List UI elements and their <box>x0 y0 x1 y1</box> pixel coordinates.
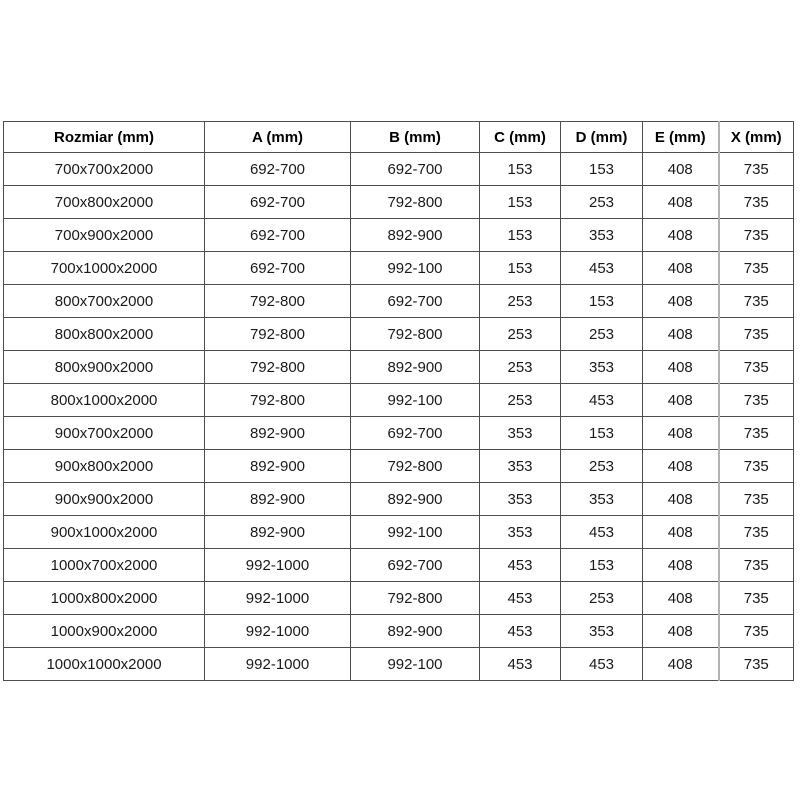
table-row <box>4 351 794 384</box>
table-cell: 253 <box>480 318 561 351</box>
table-cell: 992-1000 <box>205 615 351 648</box>
table-cell: 735 <box>719 549 794 582</box>
table-cell: 408 <box>643 318 719 351</box>
table-cell: 153 <box>561 549 643 582</box>
table-cell: 700x900x2000 <box>4 219 205 252</box>
table-cell: 1000x700x2000 <box>4 549 205 582</box>
table-cell: 1000x900x2000 <box>4 615 205 648</box>
table-cell: 800x800x2000 <box>4 318 205 351</box>
table-cell: 992-100 <box>351 252 480 285</box>
table-cell: 900x1000x2000 <box>4 516 205 549</box>
table-cell: 735 <box>719 318 794 351</box>
table-cell: 792-800 <box>351 582 480 615</box>
header-cell: B (mm) <box>351 122 480 153</box>
table-cell: 253 <box>480 384 561 417</box>
table-cell: 408 <box>643 186 719 219</box>
table-cell: 735 <box>719 219 794 252</box>
table-cell: 153 <box>480 252 561 285</box>
table-cell: 453 <box>561 384 643 417</box>
table-cell: 692-700 <box>351 285 480 318</box>
table-cell: 408 <box>643 252 719 285</box>
table-cell: 692-700 <box>205 153 351 186</box>
table-cell: 353 <box>561 351 643 384</box>
table-row <box>4 219 794 252</box>
table-cell: 153 <box>480 186 561 219</box>
table-cell: 900x700x2000 <box>4 417 205 450</box>
table-cell: 408 <box>643 483 719 516</box>
table-cell: 735 <box>719 450 794 483</box>
table-cell: 735 <box>719 582 794 615</box>
table-cell: 453 <box>561 648 643 681</box>
header-cell: X (mm) <box>719 122 794 153</box>
table-row <box>4 384 794 417</box>
table-cell: 800x1000x2000 <box>4 384 205 417</box>
table-cell: 735 <box>719 516 794 549</box>
table-cell: 735 <box>719 285 794 318</box>
size-table <box>3 121 794 681</box>
table-cell: 408 <box>643 219 719 252</box>
table-cell: 353 <box>561 483 643 516</box>
header-cell: C (mm) <box>480 122 561 153</box>
table-cell: 735 <box>719 384 794 417</box>
table-cell: 408 <box>643 549 719 582</box>
table-cell: 992-100 <box>351 648 480 681</box>
table-cell: 692-700 <box>351 417 480 450</box>
table-cell: 453 <box>480 582 561 615</box>
table-cell: 153 <box>480 219 561 252</box>
table-row <box>4 252 794 285</box>
table-cell: 1000x800x2000 <box>4 582 205 615</box>
table-cell: 453 <box>480 549 561 582</box>
table-cell: 408 <box>643 582 719 615</box>
table-row <box>4 285 794 318</box>
table-cell: 253 <box>561 318 643 351</box>
table-cell: 892-900 <box>205 483 351 516</box>
table-cell: 692-700 <box>351 549 480 582</box>
table-row <box>4 318 794 351</box>
table-cell: 253 <box>561 186 643 219</box>
table-row <box>4 549 794 582</box>
table-cell: 992-1000 <box>205 549 351 582</box>
table-cell: 792-800 <box>205 384 351 417</box>
table-row <box>4 516 794 549</box>
table-cell: 700x1000x2000 <box>4 252 205 285</box>
table-body <box>4 153 794 681</box>
table-cell: 353 <box>480 450 561 483</box>
table-cell: 453 <box>561 252 643 285</box>
table-cell: 408 <box>643 615 719 648</box>
table-cell: 992-1000 <box>205 648 351 681</box>
table-cell: 735 <box>719 417 794 450</box>
table-cell: 700x800x2000 <box>4 186 205 219</box>
table-cell: 408 <box>643 285 719 318</box>
table-row <box>4 615 794 648</box>
table-cell: 453 <box>480 615 561 648</box>
table-cell: 792-800 <box>351 450 480 483</box>
table-cell: 735 <box>719 351 794 384</box>
table-cell: 253 <box>561 582 643 615</box>
table-cell: 453 <box>561 516 643 549</box>
table-cell: 353 <box>480 516 561 549</box>
table-cell: 892-900 <box>351 219 480 252</box>
header-cell: D (mm) <box>561 122 643 153</box>
table-cell: 892-900 <box>205 450 351 483</box>
table-cell: 735 <box>719 615 794 648</box>
table-cell: 353 <box>480 483 561 516</box>
table-row <box>4 450 794 483</box>
table-cell: 900x900x2000 <box>4 483 205 516</box>
table-cell: 735 <box>719 252 794 285</box>
table-row <box>4 582 794 615</box>
table-cell: 800x900x2000 <box>4 351 205 384</box>
table-cell: 735 <box>719 483 794 516</box>
table-cell: 253 <box>561 450 643 483</box>
table-cell: 453 <box>480 648 561 681</box>
table-cell: 153 <box>561 153 643 186</box>
table-cell: 892-900 <box>205 516 351 549</box>
table-cell: 992-100 <box>351 516 480 549</box>
table-cell: 792-800 <box>205 351 351 384</box>
table-cell: 692-700 <box>205 252 351 285</box>
table-cell: 700x700x2000 <box>4 153 205 186</box>
table-cell: 692-700 <box>205 186 351 219</box>
table-cell: 353 <box>561 219 643 252</box>
table-cell: 892-900 <box>351 483 480 516</box>
table-cell: 692-700 <box>351 153 480 186</box>
header-cell: E (mm) <box>643 122 719 153</box>
table-cell: 792-800 <box>351 318 480 351</box>
table-cell: 800x700x2000 <box>4 285 205 318</box>
table-cell: 408 <box>643 153 719 186</box>
table-cell: 353 <box>480 417 561 450</box>
table-row <box>4 648 794 681</box>
table-cell: 900x800x2000 <box>4 450 205 483</box>
table-cell: 153 <box>561 417 643 450</box>
table-cell: 408 <box>643 516 719 549</box>
table-cell: 735 <box>719 186 794 219</box>
table-cell: 892-900 <box>351 351 480 384</box>
table-cell: 153 <box>480 153 561 186</box>
table-cell: 792-800 <box>205 318 351 351</box>
table-cell: 692-700 <box>205 219 351 252</box>
table-cell: 992-100 <box>351 384 480 417</box>
table-cell: 408 <box>643 450 719 483</box>
table-cell: 253 <box>480 351 561 384</box>
table-cell: 1000x1000x2000 <box>4 648 205 681</box>
table-cell: 353 <box>561 615 643 648</box>
table-row <box>4 153 794 186</box>
header-cell: A (mm) <box>205 122 351 153</box>
table-cell: 792-800 <box>205 285 351 318</box>
table-cell: 992-1000 <box>205 582 351 615</box>
table-cell: 408 <box>643 351 719 384</box>
table-cell: 892-900 <box>205 417 351 450</box>
table-cell: 408 <box>643 384 719 417</box>
table-cell: 735 <box>719 648 794 681</box>
header-row <box>4 122 794 153</box>
table-cell: 408 <box>643 648 719 681</box>
table-cell: 792-800 <box>351 186 480 219</box>
table-cell: 153 <box>561 285 643 318</box>
table-row <box>4 186 794 219</box>
table-cell: 253 <box>480 285 561 318</box>
table-cell: 892-900 <box>351 615 480 648</box>
header-cell: Rozmiar (mm) <box>4 122 205 153</box>
table-row <box>4 417 794 450</box>
table-cell: 735 <box>719 153 794 186</box>
table-row <box>4 483 794 516</box>
table-cell: 408 <box>643 417 719 450</box>
